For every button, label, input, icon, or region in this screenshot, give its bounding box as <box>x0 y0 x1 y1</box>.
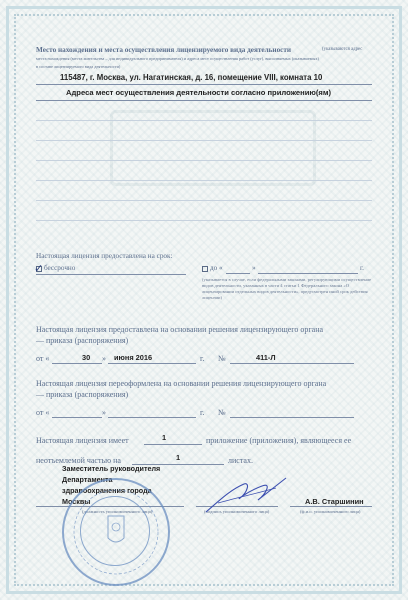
term-label: Настоящая лицензия предоставлена на срок: <box>36 252 173 260</box>
official-stamp <box>62 478 170 586</box>
position-caption: (должность уполномоченного лица) <box>82 509 153 514</box>
basis-heading: Настоящая лицензия предоставлена на основании решения лицензирующего органа <box>36 325 324 334</box>
reissue-subheading: — приказа (распоряжения) <box>36 390 129 399</box>
reissue-number-sign: № <box>218 408 226 417</box>
reissue-year-suffix: г. <box>200 408 205 417</box>
appendix-count: 1 <box>162 433 167 442</box>
indefinite-label: бессрочно <box>44 264 76 272</box>
signer-position-2: Департамента <box>62 475 113 484</box>
location-heading-note: (указываются адрес <box>322 47 363 52</box>
basis-month-year: июня 2016 <box>114 353 153 362</box>
appendix-sheets: 1 <box>176 453 181 462</box>
signer-name: А.В. Старшинин <box>305 497 364 506</box>
until-year-suffix: г. <box>360 264 364 272</box>
basis-from: от « <box>36 354 50 363</box>
basis-order-number: 411-Л <box>256 353 276 362</box>
until-prefix: до « <box>210 264 223 272</box>
signer-position-1: Заместитель руководителя <box>62 464 161 473</box>
check-mark-icon: ✓ <box>34 262 44 275</box>
basis-day: 30 <box>82 353 91 362</box>
basis-quote: » <box>102 354 106 363</box>
appendix-text1: Настоящая лицензия имеет <box>36 436 129 445</box>
until-quote: » <box>252 264 256 272</box>
appendix-text3: неотъемлемой частью на <box>36 456 121 465</box>
basis-number-sign: № <box>218 354 226 363</box>
reissue-from: от « <box>36 408 50 417</box>
location-note-line2: места нахождения (места жительства – для индивидуального предпринимателя) и адреса мест осуществления работ (услуг), выполняемых (оказываемых) <box>36 56 319 61</box>
location-note-line3: в составе лицензируемого вида деятельности) <box>36 64 121 69</box>
signature-caption: (подпись уполномоченного лица) <box>204 509 270 514</box>
basis-year-suffix: г. <box>200 354 205 363</box>
signer-position-4: Москвы <box>62 497 91 506</box>
location-heading: Место нахождения и места осуществления лицензируемого вида деятельности <box>36 46 292 54</box>
appendix-text4: листах. <box>228 456 253 465</box>
signer-position-3: здравоохранения города <box>62 486 152 495</box>
address-note: Адреса мест осуществления деятельности согласно приложению(ям) <box>66 88 331 97</box>
appendix-text2: приложение (приложения), являющееся ее <box>206 436 352 445</box>
reissue-quote: » <box>102 408 106 417</box>
licensee-address: 115487, г. Москва, ул. Нагатинская, д. 16, помещение VIII, комната 10 <box>60 73 323 82</box>
term-note: (указывается в случае, если федеральными законами, регулирующими осуществление видов деятельности, указанных в части 4 статьи 1 Федерального закона «О лицензировании отдельных видов деятельности», предусмотрен иной срок действия лицензии) <box>202 277 372 300</box>
reissue-heading: Настоящая лицензия переоформлена на основании решения лицензирующего органа <box>36 379 327 388</box>
basis-subheading: — приказа (распоряжения) <box>36 336 129 345</box>
name-caption: (ф.и.о. уполномоченного лица) <box>300 509 361 514</box>
